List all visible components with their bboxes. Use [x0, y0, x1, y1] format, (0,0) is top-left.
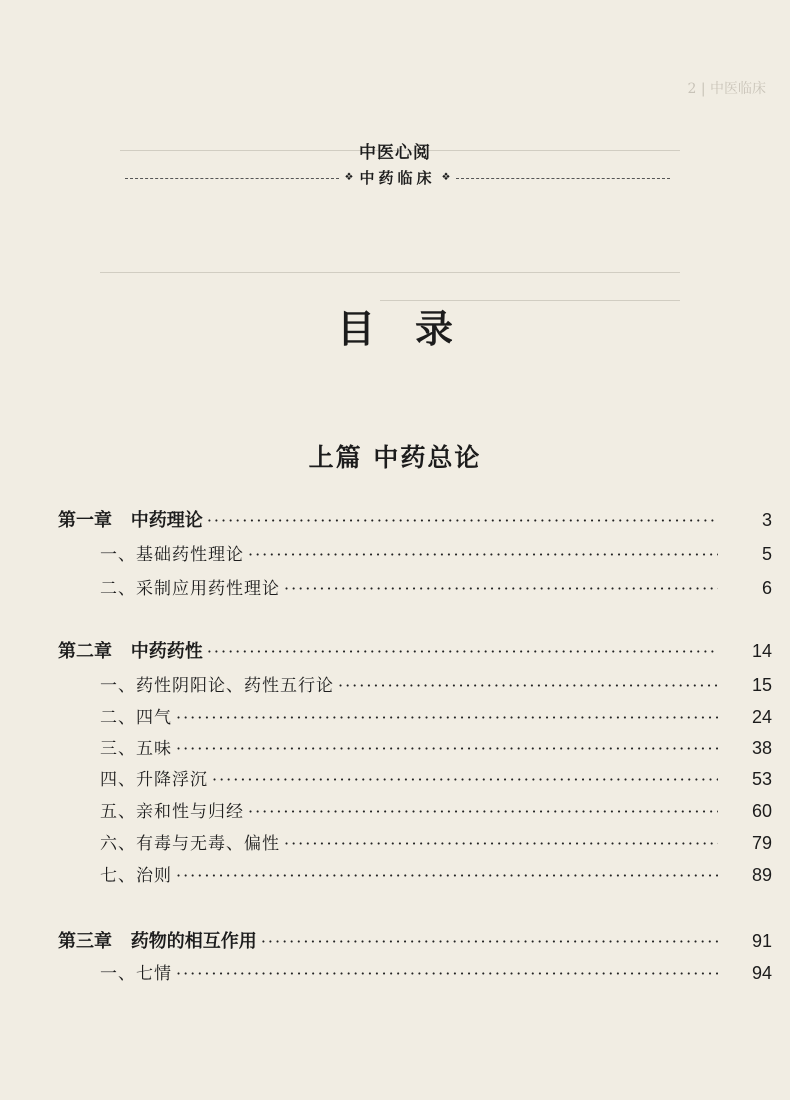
dot-leader: [176, 708, 718, 727]
dot-leader: [212, 770, 718, 789]
dot-leader: [248, 802, 718, 821]
toc-section[interactable]: [0, 540, 790, 570]
page-number: 94: [751, 963, 772, 983]
page-number: 6: [761, 578, 772, 598]
dot-leader: [176, 964, 718, 983]
toc-section[interactable]: [0, 734, 790, 764]
section-label: 一、基础药性理论: [100, 545, 244, 565]
dot-leader: [338, 676, 718, 695]
dashed-line: [456, 178, 670, 179]
page-number: 60: [751, 801, 772, 821]
toc-section[interactable]: [0, 959, 790, 989]
chapter-label: 第三章 药物的相互作用: [58, 931, 257, 952]
toc-chapter[interactable]: [0, 637, 790, 667]
toc-section[interactable]: [0, 829, 790, 859]
section-label: 六、有毒与无毒、偏性: [100, 834, 280, 854]
page-number: 53: [751, 769, 772, 789]
section-label: 一、药性阴阳论、药性五行论: [100, 676, 334, 696]
page-number: 15: [751, 675, 772, 695]
page-number: 3: [761, 510, 772, 530]
section-label: 四、升降浮沉: [100, 770, 208, 790]
dot-leader: [261, 932, 718, 951]
dot-leader: [284, 834, 718, 853]
toc-section[interactable]: [0, 574, 790, 604]
dot-leader: [248, 545, 718, 564]
page-number: 24: [751, 707, 772, 727]
page-number: 79: [751, 833, 772, 853]
page-number: 14: [751, 641, 772, 661]
page-header-tag: 2 | 中医临床: [687, 81, 766, 97]
part-title: 上篇 中药总论: [308, 443, 482, 472]
section-label: 一、七情: [100, 964, 172, 984]
section-label: 二、四气: [100, 708, 172, 728]
subtitle-rule: [125, 166, 670, 188]
section-label: 七、治则: [100, 866, 172, 886]
chapter-label: 第二章 中药药性: [58, 641, 203, 662]
page-number: 89: [751, 865, 772, 885]
dot-leader: [207, 642, 718, 661]
book-subtitle: 中药临床: [359, 168, 436, 187]
toc-title: 目录: [336, 306, 493, 351]
dot-leader: [284, 579, 718, 598]
diamond-ornament-icon: ❖: [441, 171, 451, 183]
toc-chapter[interactable]: [0, 506, 790, 536]
section-label: 三、五味: [100, 739, 172, 759]
section-label: 二、采制应用药性理论: [100, 579, 280, 599]
toc-section[interactable]: [0, 765, 790, 795]
toc-chapter[interactable]: [0, 927, 790, 957]
toc-section[interactable]: [0, 671, 790, 701]
diamond-ornament-icon: ❖: [344, 171, 354, 183]
page-number: 91: [751, 931, 772, 951]
series-name: 中医心阅: [359, 143, 431, 163]
toc-section[interactable]: [0, 797, 790, 827]
toc-section[interactable]: [0, 861, 790, 891]
page-number: 38: [751, 738, 772, 758]
bleed-through-rule: [100, 272, 680, 273]
dashed-line: [125, 178, 339, 179]
toc-section[interactable]: [0, 703, 790, 733]
section-label: 五、亲和性与归经: [100, 802, 244, 822]
dot-leader: [207, 511, 718, 530]
chapter-label: 第一章 中药理论: [58, 510, 203, 531]
page-number: 5: [761, 544, 772, 564]
dot-leader: [176, 739, 718, 758]
dot-leader: [176, 866, 718, 885]
